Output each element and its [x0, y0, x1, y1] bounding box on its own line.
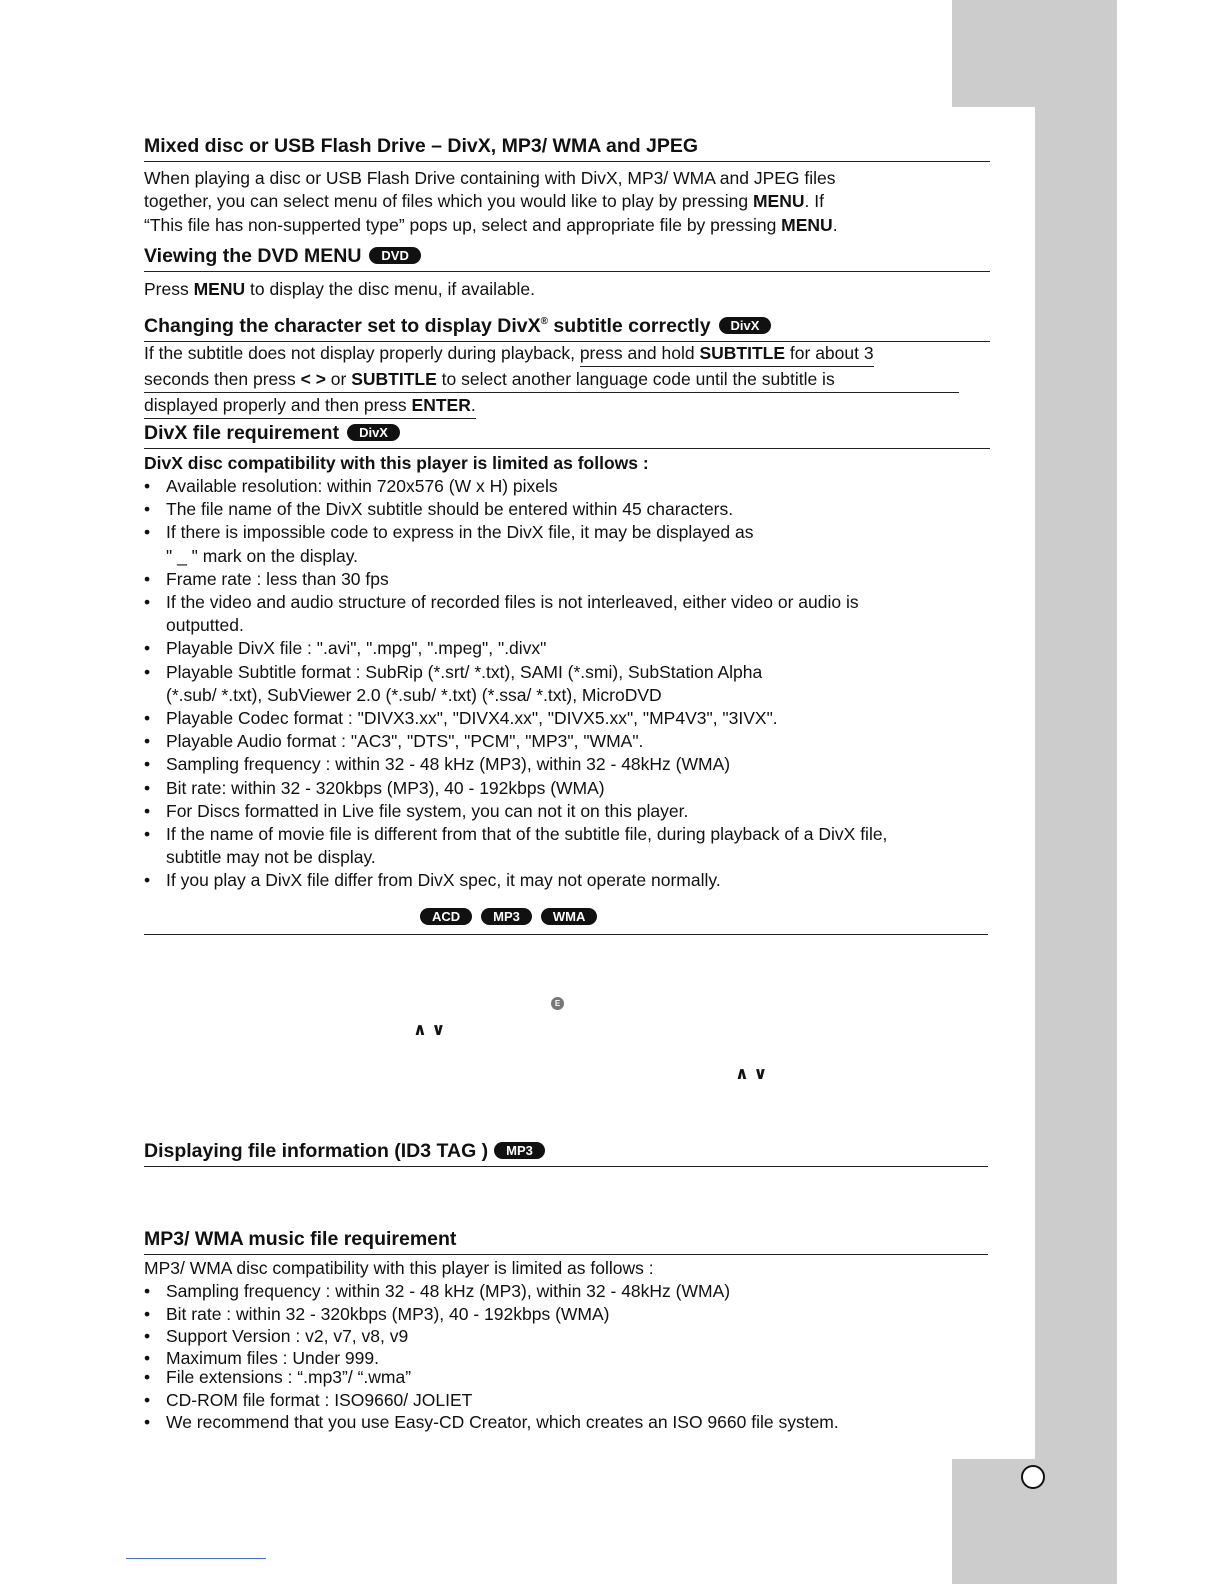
up-down-arrows-icon: ∧ ∨ — [413, 1020, 446, 1039]
list-item: • Maximum files : Under 999. — [144, 1348, 839, 1368]
list-item: • The file name of the DivX subtitle should be entered within 45 characters. — [144, 498, 887, 521]
list-item: • For Discs formatted in Live file system, you can not it on this player. — [144, 800, 887, 823]
dvd-badge: DVD — [369, 247, 420, 264]
divx-requirement-list — [144, 475, 887, 893]
audio-badges-row — [144, 906, 988, 935]
wma-badge: WMA — [541, 908, 598, 925]
list-item-continued: " _ " mark on the display. — [166, 545, 359, 566]
e-icon: E — [551, 997, 564, 1010]
list-item: • Playable Subtitle format : SubRip (*.srt/ *.txt), SAMI (*.smi), SubStation Alpha — [144, 661, 887, 684]
side-tab-middle — [1035, 107, 1117, 1459]
dvd-menu-text: Press MENU to display the disc menu, if available. — [144, 279, 536, 299]
list-item: • CD-ROM file format : ISO9660/ JOLIET — [144, 1389, 839, 1412]
mixed-disc-heading: Mixed disc or USB Flash Drive – DivX, MP3/ WMA and JPEG — [144, 135, 990, 162]
list-item: • Bit rate : within 32 - 320kbps (MP3), 40 - 192kbps (WMA) — [144, 1303, 839, 1326]
list-item: • If there is impossible code to express in the DivX file, it may be displayed as — [144, 521, 887, 544]
list-item-continued: (*.sub/ *.txt), SubViewer 2.0 (*.sub/ *.txt) (*.ssa/ *.txt), MicroDVD — [166, 684, 662, 705]
list-item: • Support Version : v2, v7, v8, v9 — [144, 1325, 839, 1348]
side-tab-top — [952, 0, 1117, 107]
dvd-menu-heading: Viewing the DVD MENU DVD — [144, 245, 990, 272]
divx-badge-2: DivX — [347, 424, 400, 441]
list-item: • Sampling frequency : within 32 - 48 kHz (MP3), within 32 - 48kHz (WMA) — [144, 753, 887, 776]
list-item: • File extensions : “.mp3”/ “.wma” — [144, 1368, 839, 1386]
acd-badge: ACD — [420, 908, 472, 925]
id3-heading: Displaying file information (ID3 TAG ) MP3 — [144, 1140, 988, 1167]
footer-line — [126, 1558, 266, 1559]
mp3-requirement-heading: MP3/ WMA music file requirement — [144, 1228, 988, 1255]
divx-intro: DivX disc compatibility with this player is limited as follows : — [144, 453, 649, 473]
list-item: • We recommend that you use Easy-CD Creator, which creates an ISO 9660 file system. — [144, 1411, 839, 1434]
list-item: • Sampling frequency : within 32 - 48 kHz (MP3), within 32 - 48kHz (WMA) — [144, 1280, 839, 1303]
list-item: • If the video and audio structure of recorded files is not interleaved, either video or audio is — [144, 591, 887, 614]
mp3-requirement-list — [144, 1280, 839, 1434]
mp3-badge: MP3 — [481, 908, 532, 925]
list-item: • Frame rate : less than 30 fps — [144, 568, 887, 591]
mp3-badge-2: MP3 — [494, 1142, 545, 1159]
list-item: • Playable Audio format : "AC3", "DTS", "PCM", "MP3", "WMA". — [144, 730, 887, 753]
charset-heading: Changing the character set to display DivX® subtitle correctly DivX — [144, 310, 990, 342]
list-item: • If the name of movie file is different from that of the subtitle file, during playback of a DivX file, — [144, 823, 887, 846]
list-item: • Bit rate: within 32 - 320kbps (MP3), 40 - 192kbps (WMA) — [144, 777, 887, 800]
list-item: • If you play a DivX file differ from DivX spec, it may not operate normally. — [144, 869, 887, 892]
divx-badge: DivX — [719, 317, 772, 334]
list-item-continued: subtitle may not be display. — [166, 847, 376, 868]
list-item: • Available resolution: within 720x576 (W x H) pixels — [144, 475, 887, 498]
mp3-intro: MP3/ WMA disc compatibility with this player is limited as follows : — [144, 1258, 654, 1278]
page-number-circle — [1021, 1465, 1045, 1489]
mixed-disc-text: When playing a disc or USB Flash Drive containing with DivX, MP3/ WMA and JPEG files together, you can select menu of files which you would like to play by pressing MENU. If “This file has non-supperted type” pops up, select and appropriate file by pressing MENU. — [144, 168, 838, 235]
up-down-arrows-icon-2: ∧ ∨ — [735, 1064, 768, 1083]
list-item: • Playable DivX file : ".avi", ".mpg", ".mpeg", ".divx" — [144, 637, 887, 660]
divx-requirement-heading: DivX file requirement DivX — [144, 422, 990, 449]
list-item: • Playable Codec format : "DIVX3.xx", "DIVX4.xx", "DIVX5.xx", "MP4V3", "3IVX". — [144, 707, 887, 730]
list-item-continued: outputted. — [166, 615, 244, 636]
charset-text: If the subtitle does not display properly during playback, press and hold SUBTITLE for about 3 seconds then press < > or SUBTITLE to select another language code until the subtitle is displayed properly and then press ENTER. — [144, 341, 959, 419]
